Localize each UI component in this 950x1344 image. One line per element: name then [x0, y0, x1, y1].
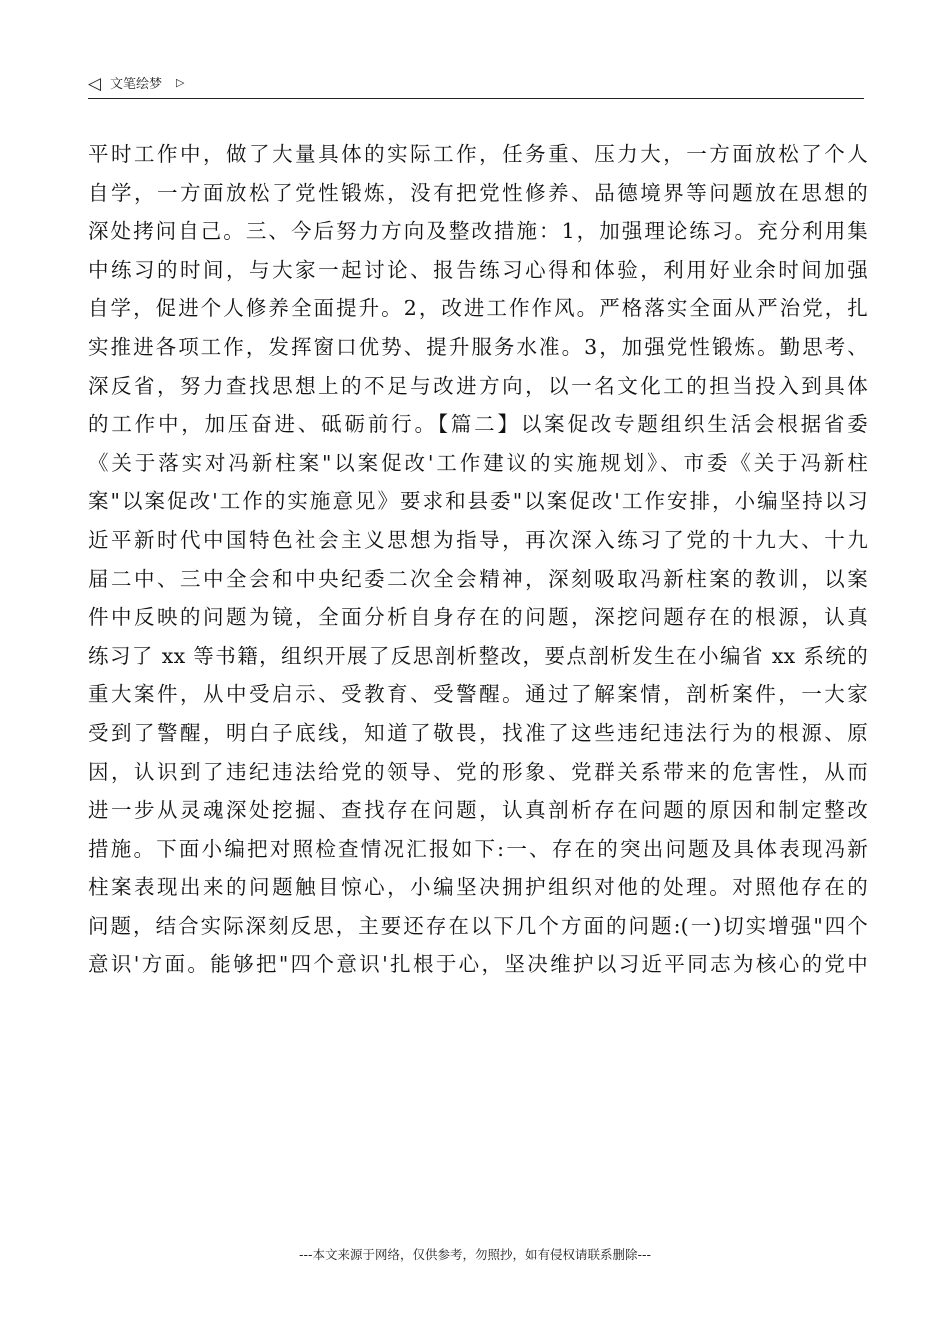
- text-line: 柱案表现出来的问题触目惊心，小编坚决拥护组织对他的处理。对照他存在的: [88, 875, 868, 900]
- triangle-right-icon: ▷: [176, 76, 185, 89]
- text-line: 实推进各项工作，发挥窗口优势、提升服务水准。3，加强党性锻炼。勤思考、: [88, 334, 868, 359]
- text-line: 案"以案促改'工作的实施意见》要求和县委"以案促改'工作安排，小编坚持以习: [88, 489, 868, 514]
- text-line: 平时工作中，做了大量具体的实际工作，任务重、压力大，一方面放松了个人: [88, 142, 868, 166]
- text-line: 因，认识到了违纪违法给党的领导、党的形象、党群关系带来的危害性，从而: [88, 759, 868, 784]
- text-line: 深反省，努力查找思想上的不足与改进方向，以一名文化工的担当投入到具体: [88, 373, 868, 398]
- text-line: 自学，促进个人修养全面提升。2，改进工作作风。严格落实全面从严治党，扎: [88, 296, 868, 321]
- page-header: [88, 72, 864, 99]
- text-line: 近平新时代中国特色社会主义思想为指导，再次深入练习了党的十九大、十九: [88, 527, 868, 552]
- text-line: 重大案件，从中受启示、受教育、受警醒。通过了解案情，剖析案件，一大家: [88, 682, 868, 707]
- text-line: 进一步从灵魂深处挖掘、查找存在问题，认真剖析存在问题的原因和制定整改: [88, 798, 868, 823]
- text-line: 问题，结合实际深刻反思，主要还存在以下几个方面的问题:(一)切实增强"四个: [88, 913, 868, 938]
- page-footer: ---本文来源于网络，仅供参考，勿照抄，如有侵权请联系删除---: [298, 1247, 652, 1262]
- text-line: 受到了警醒，明白子底线，知道了敬畏，找准了这些违纪违法行为的根源、原: [88, 720, 868, 745]
- text-line: 自学，一方面放松了党性锻炼，没有把党性修养、品德境界等问题放在思想的: [88, 180, 868, 205]
- triangle-left-icon: ◁: [88, 74, 102, 94]
- brand-name: 文笔绘梦: [110, 77, 163, 92]
- text-line: 件中反映的问题为镜，全面分析自身存在的问题，深挖问题存在的根源，认真: [88, 605, 868, 630]
- text-line: 措施。下面小编把对照检查情况汇报如下:一、存在的突出问题及具体表现冯新: [88, 836, 868, 861]
- text-line: 深处拷问自己。三、今后努力方向及整改措施：1，加强理论练习。充分利用集: [88, 219, 868, 244]
- text-line: 练习了 xx 等书籍，组织开展了反思剖析整改，要点剖析发生在小编省 xx 系统的: [88, 643, 868, 668]
- text-line: 的工作中，加压奋进、砥砺前行。【篇二】以案促改专题组织生活会根据省委: [88, 412, 868, 437]
- document-body: [88, 135, 868, 984]
- text-line: 《关于落实对冯新柱案"以案促改'工作建议的实施规划》、市委《关于冯新柱: [88, 450, 868, 475]
- text-line: 届二中、三中全会和中央纪委二次全会精神，深刻吸取冯新柱案的教训，以案: [88, 566, 868, 591]
- text-line: 意识'方面。能够把"四个意识'扎根于心，坚决维护以习近平同志为核心的党中: [88, 952, 868, 977]
- text-line: 中练习的时间，与大家一起讨论、报告练习心得和体验，利用好业余时间加强: [88, 257, 868, 282]
